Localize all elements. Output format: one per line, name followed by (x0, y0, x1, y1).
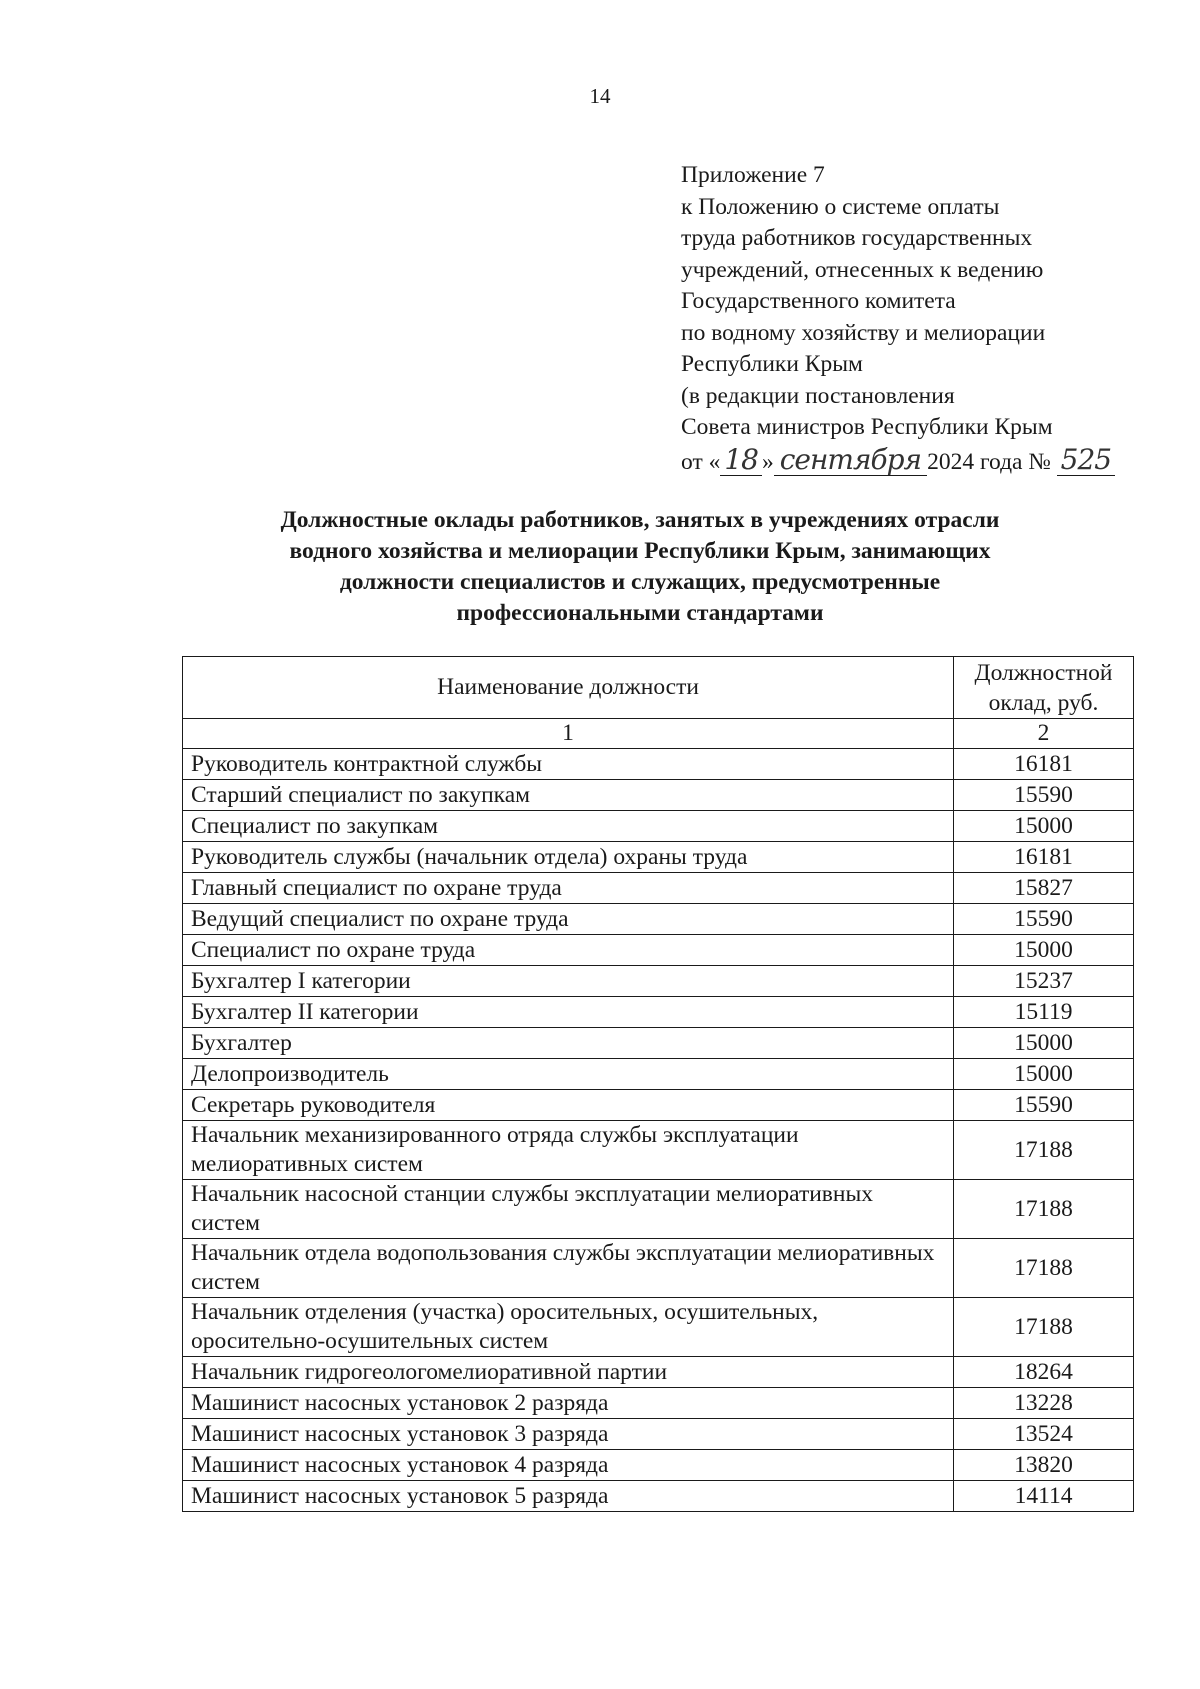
position-cell: Машинист насосных установок 5 разряда (183, 1481, 954, 1512)
appendix-line: труда работников государственных (681, 225, 1033, 251)
table-row (183, 1239, 1134, 1298)
salary-cell: 14114 (954, 1481, 1134, 1512)
document-title (150, 505, 1130, 629)
salary-cell: 15590 (954, 780, 1134, 811)
table-row (183, 1419, 1134, 1450)
date-year: 2024 года № (927, 448, 1051, 475)
table-row (183, 1028, 1134, 1059)
title-line: должности специалистов и служащих, предусмотренные (339, 569, 941, 595)
position-cell: Делопроизводитель (183, 1059, 954, 1090)
table-row (183, 1388, 1134, 1419)
salary-cell: 16181 (954, 749, 1134, 780)
table-row (183, 966, 1134, 997)
position-cell: Бухгалтер (183, 1028, 954, 1059)
salary-cell: 15237 (954, 966, 1134, 997)
position-cell: Руководитель контрактной службы (183, 749, 954, 780)
table-row (183, 935, 1134, 966)
table-row (183, 842, 1134, 873)
column-number: 2 (954, 719, 1134, 749)
appendix-line: к Положению о системе оплаты (681, 193, 1000, 220)
table-row (183, 873, 1134, 904)
salary-cell: 15000 (954, 811, 1134, 842)
handwritten-month: сентября (774, 444, 927, 477)
appendix-line: (в редакции постановления (681, 382, 955, 409)
date-mid: » (761, 448, 774, 475)
salary-cell: 15827 (954, 873, 1134, 904)
salary-cell: 13228 (954, 1388, 1134, 1419)
table-row (183, 1481, 1134, 1512)
salary-cell: 15000 (954, 1059, 1134, 1090)
table-row (183, 1090, 1134, 1121)
salary-cell: 15590 (954, 904, 1134, 935)
salary-table (182, 656, 1134, 1512)
appendix-line: Приложение 7 (681, 162, 825, 188)
salary-cell: 15590 (954, 1090, 1134, 1121)
position-cell: Бухгалтер II категории (183, 997, 954, 1028)
position-cell: Ведущий специалист по охране труда (183, 904, 954, 935)
column-number: 1 (183, 719, 954, 749)
header-salary: Должностной оклад, руб. (954, 657, 1134, 719)
appendix-line: учреждений, отнесенных к ведению (681, 256, 1044, 283)
salary-cell: 17188 (954, 1180, 1134, 1239)
appendix-line: Республики Крым (681, 351, 863, 377)
table-row (183, 811, 1134, 842)
position-cell: Начальник механизированного отряда службы эксплуатации мелиоративных систем (183, 1121, 954, 1180)
table-row (183, 904, 1134, 935)
salary-cell: 17188 (954, 1121, 1134, 1180)
appendix-line: Государственного комитета (681, 288, 956, 314)
resolution-date-line (681, 444, 1181, 479)
table-row (183, 1450, 1134, 1481)
table-header-row (183, 657, 1134, 719)
salary-cell: 15000 (954, 1028, 1134, 1059)
title-line: Должностные оклады работников, занятых в учреждениях отрасли (280, 507, 1000, 533)
salary-cell: 18264 (954, 1357, 1134, 1388)
page-number: 14 (589, 84, 611, 108)
appendix-line: по водному хозяйству и мелиорации (681, 319, 1046, 346)
appendix-line: Совета министров Республики Крым (681, 414, 1053, 440)
salary-cell: 16181 (954, 842, 1134, 873)
salary-cell: 13820 (954, 1450, 1134, 1481)
table-row (183, 1298, 1134, 1357)
position-cell: Бухгалтер I категории (183, 966, 954, 997)
table-row (183, 1357, 1134, 1388)
table-row (183, 780, 1134, 811)
title-line: профессиональными стандартами (456, 600, 824, 626)
position-cell: Старший специалист по закупкам (183, 780, 954, 811)
table-row (183, 1059, 1134, 1090)
salary-cell: 17188 (954, 1298, 1134, 1357)
handwritten-day: 18 (720, 444, 762, 477)
salary-cell: 15000 (954, 935, 1134, 966)
salary-cell: 17188 (954, 1239, 1134, 1298)
table-row (183, 749, 1134, 780)
position-cell: Главный специалист по охране труда (183, 873, 954, 904)
title-line: водного хозяйства и мелиорации Республики Крым, занимающих (289, 538, 991, 564)
position-cell: Машинист насосных установок 4 разряда (183, 1450, 954, 1481)
table-row (183, 1180, 1134, 1239)
handwritten-doc-number: 525 (1057, 444, 1115, 477)
position-cell: Специалист по охране труда (183, 935, 954, 966)
salary-cell: 13524 (954, 1419, 1134, 1450)
position-cell: Руководитель службы (начальник отдела) охраны труда (183, 842, 954, 873)
position-cell: Начальник отдела водопользования службы эксплуатации мелиоративных систем (183, 1239, 954, 1298)
position-cell: Начальник гидрогеологомелиоративной партии (183, 1357, 954, 1388)
table-row (183, 1121, 1134, 1180)
position-cell: Секретарь руководителя (183, 1090, 954, 1121)
position-cell: Машинист насосных установок 3 разряда (183, 1419, 954, 1450)
table-row (183, 997, 1134, 1028)
position-cell: Начальник отделения (участка) оросительных, осушительных, оросительно-осушительных систем (183, 1298, 954, 1357)
position-cell: Специалист по закупкам (183, 811, 954, 842)
header-position-name: Наименование должности (183, 657, 954, 719)
salary-cell: 15119 (954, 997, 1134, 1028)
appendix-header (681, 160, 1181, 478)
date-prefix: от « (681, 448, 721, 475)
column-number-row (183, 719, 1134, 749)
position-cell: Машинист насосных установок 2 разряда (183, 1388, 954, 1419)
position-cell: Начальник насосной станции службы эксплуатации мелиоративных систем (183, 1180, 954, 1239)
